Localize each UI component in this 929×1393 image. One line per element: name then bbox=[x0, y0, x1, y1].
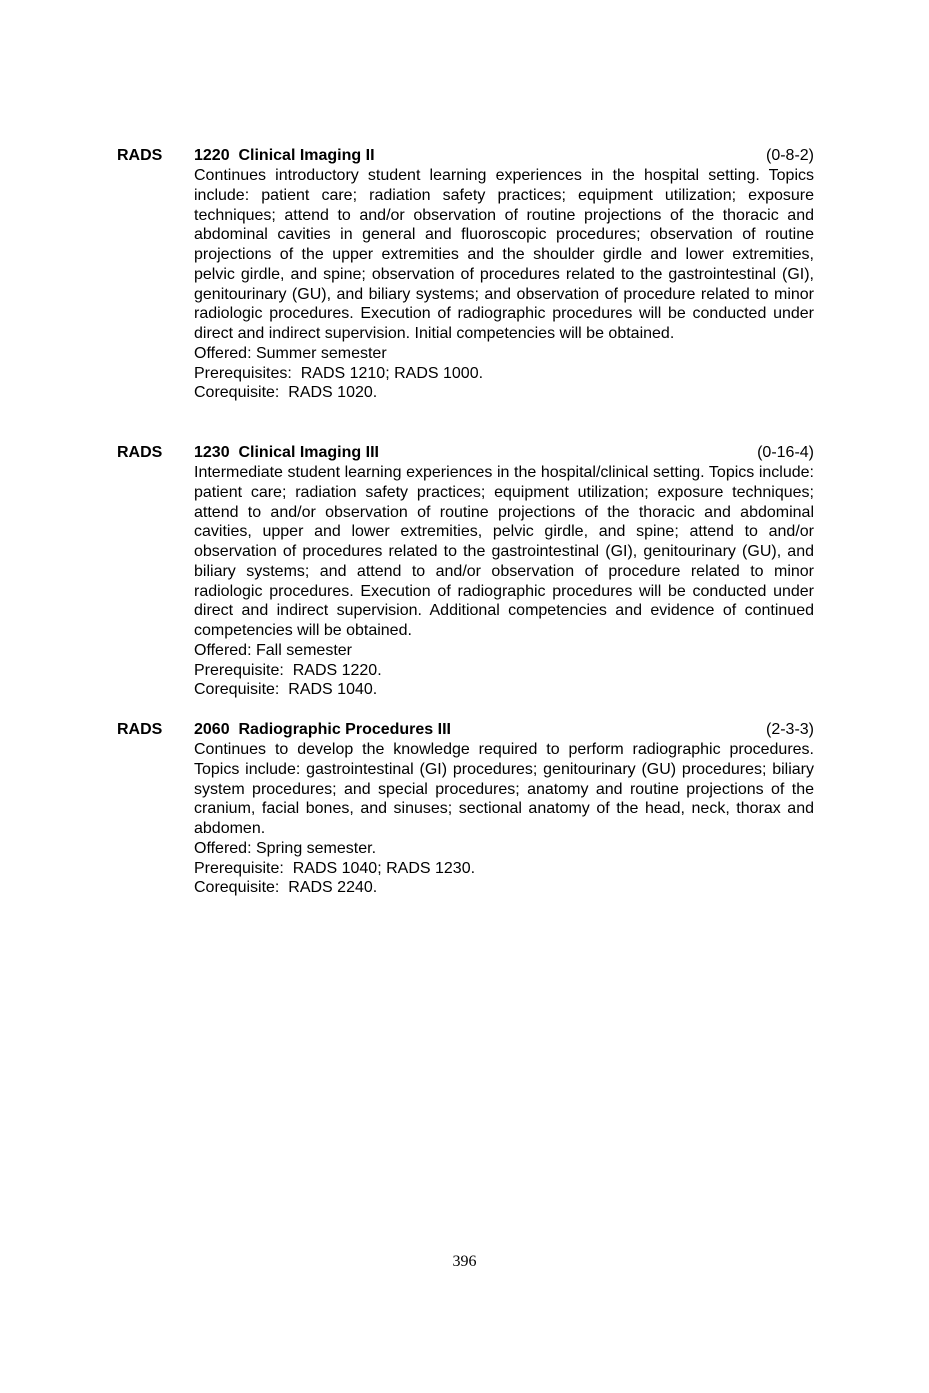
course-description: Continues to develop the knowledge required to perform radiographic procedures. Topics include: gastrointestinal (GI) procedures; genitourinary (GU) procedures; biliary system procedures; and special procedures; anatomy and routine projections of the cranium, facial bones, and sinuses; sectional anatomy of the head, neck, thorax and abdomen. bbox=[194, 741, 814, 837]
course-header bbox=[117, 146, 814, 166]
course-offered: Offered: Spring semester. bbox=[194, 839, 377, 857]
course-header bbox=[117, 720, 814, 740]
course-body bbox=[194, 463, 814, 700]
course-title: 1230 Clinical Imaging III bbox=[194, 444, 379, 461]
course-corequisite: Corequisite: RADS 1020. bbox=[194, 384, 378, 402]
course-corequisite: Corequisite: RADS 1040. bbox=[194, 681, 378, 699]
course-title: 2060 Radiographic Procedures III bbox=[194, 721, 451, 738]
course-prerequisite: Prerequisite: RADS 1220. bbox=[194, 661, 382, 679]
course-department: RADS bbox=[117, 721, 163, 738]
course-hours: (0-8-2) bbox=[765, 147, 814, 164]
course-title: 1220 Clinical Imaging II bbox=[194, 147, 375, 164]
course-offered: Offered: Summer semester bbox=[194, 344, 387, 362]
course-department: RADS bbox=[117, 444, 163, 461]
course-description: Continues introductory student learning experiences in the hospital setting. Topics include: patient care; radiation safety practices; equipment utilization; exposure techniques; attend to and/or observation of routine projections of the thoracic and abdominal cavities in general and fluoroscopic procedures; observation of routine projections of the upper extremities and the shoulder girdle and lower extremities, pelvic girdle, and spine; observation of procedures related to the gastrointestinal (GI), genitourinary (GU), and biliary systems; and observation of procedure related to minor radiologic procedures. Execution of radiographic procedures will be conducted under direct and indirect supervision. Initial competencies will be obtained. bbox=[194, 167, 814, 342]
course-corequisite: Corequisite: RADS 2240. bbox=[194, 879, 378, 897]
course-header bbox=[117, 443, 814, 463]
course-body bbox=[194, 740, 814, 898]
course-offered: Offered: Fall semester bbox=[194, 641, 352, 659]
course-hours: (0-16-4) bbox=[757, 444, 814, 461]
course-hours: (2-3-3) bbox=[765, 721, 814, 738]
course-entry-rads-1220 bbox=[117, 146, 814, 403]
course-department: RADS bbox=[117, 147, 163, 164]
page-number: 396 bbox=[452, 1253, 477, 1270]
course-entry-rads-1230 bbox=[117, 443, 814, 700]
course-body bbox=[194, 166, 814, 403]
course-prerequisite: Prerequisites: RADS 1210; RADS 1000. bbox=[194, 364, 484, 382]
course-prerequisite: Prerequisite: RADS 1040; RADS 1230. bbox=[194, 859, 476, 877]
course-entry-rads-2060 bbox=[117, 720, 814, 898]
course-description: Intermediate student learning experiences in the hospital/clinical setting. Topics include: patient care; radiation safety practices; equipment utilization; exposure techniques; attend to and/or observation of routine projections of the thoracic and abdominal cavities, upper and lower extremities, pelvic girdle, and spine; attend to and/or observation of procedures related to the gastrointestinal (GI), genitourinary (GU), and biliary systems; and attend to and/or observation of procedure related to minor radiologic procedures. Execution of radiographic procedures will be conducted under direct and indirect supervision. Additional competencies and evidence of continued competencies will be obtained. bbox=[194, 464, 814, 639]
